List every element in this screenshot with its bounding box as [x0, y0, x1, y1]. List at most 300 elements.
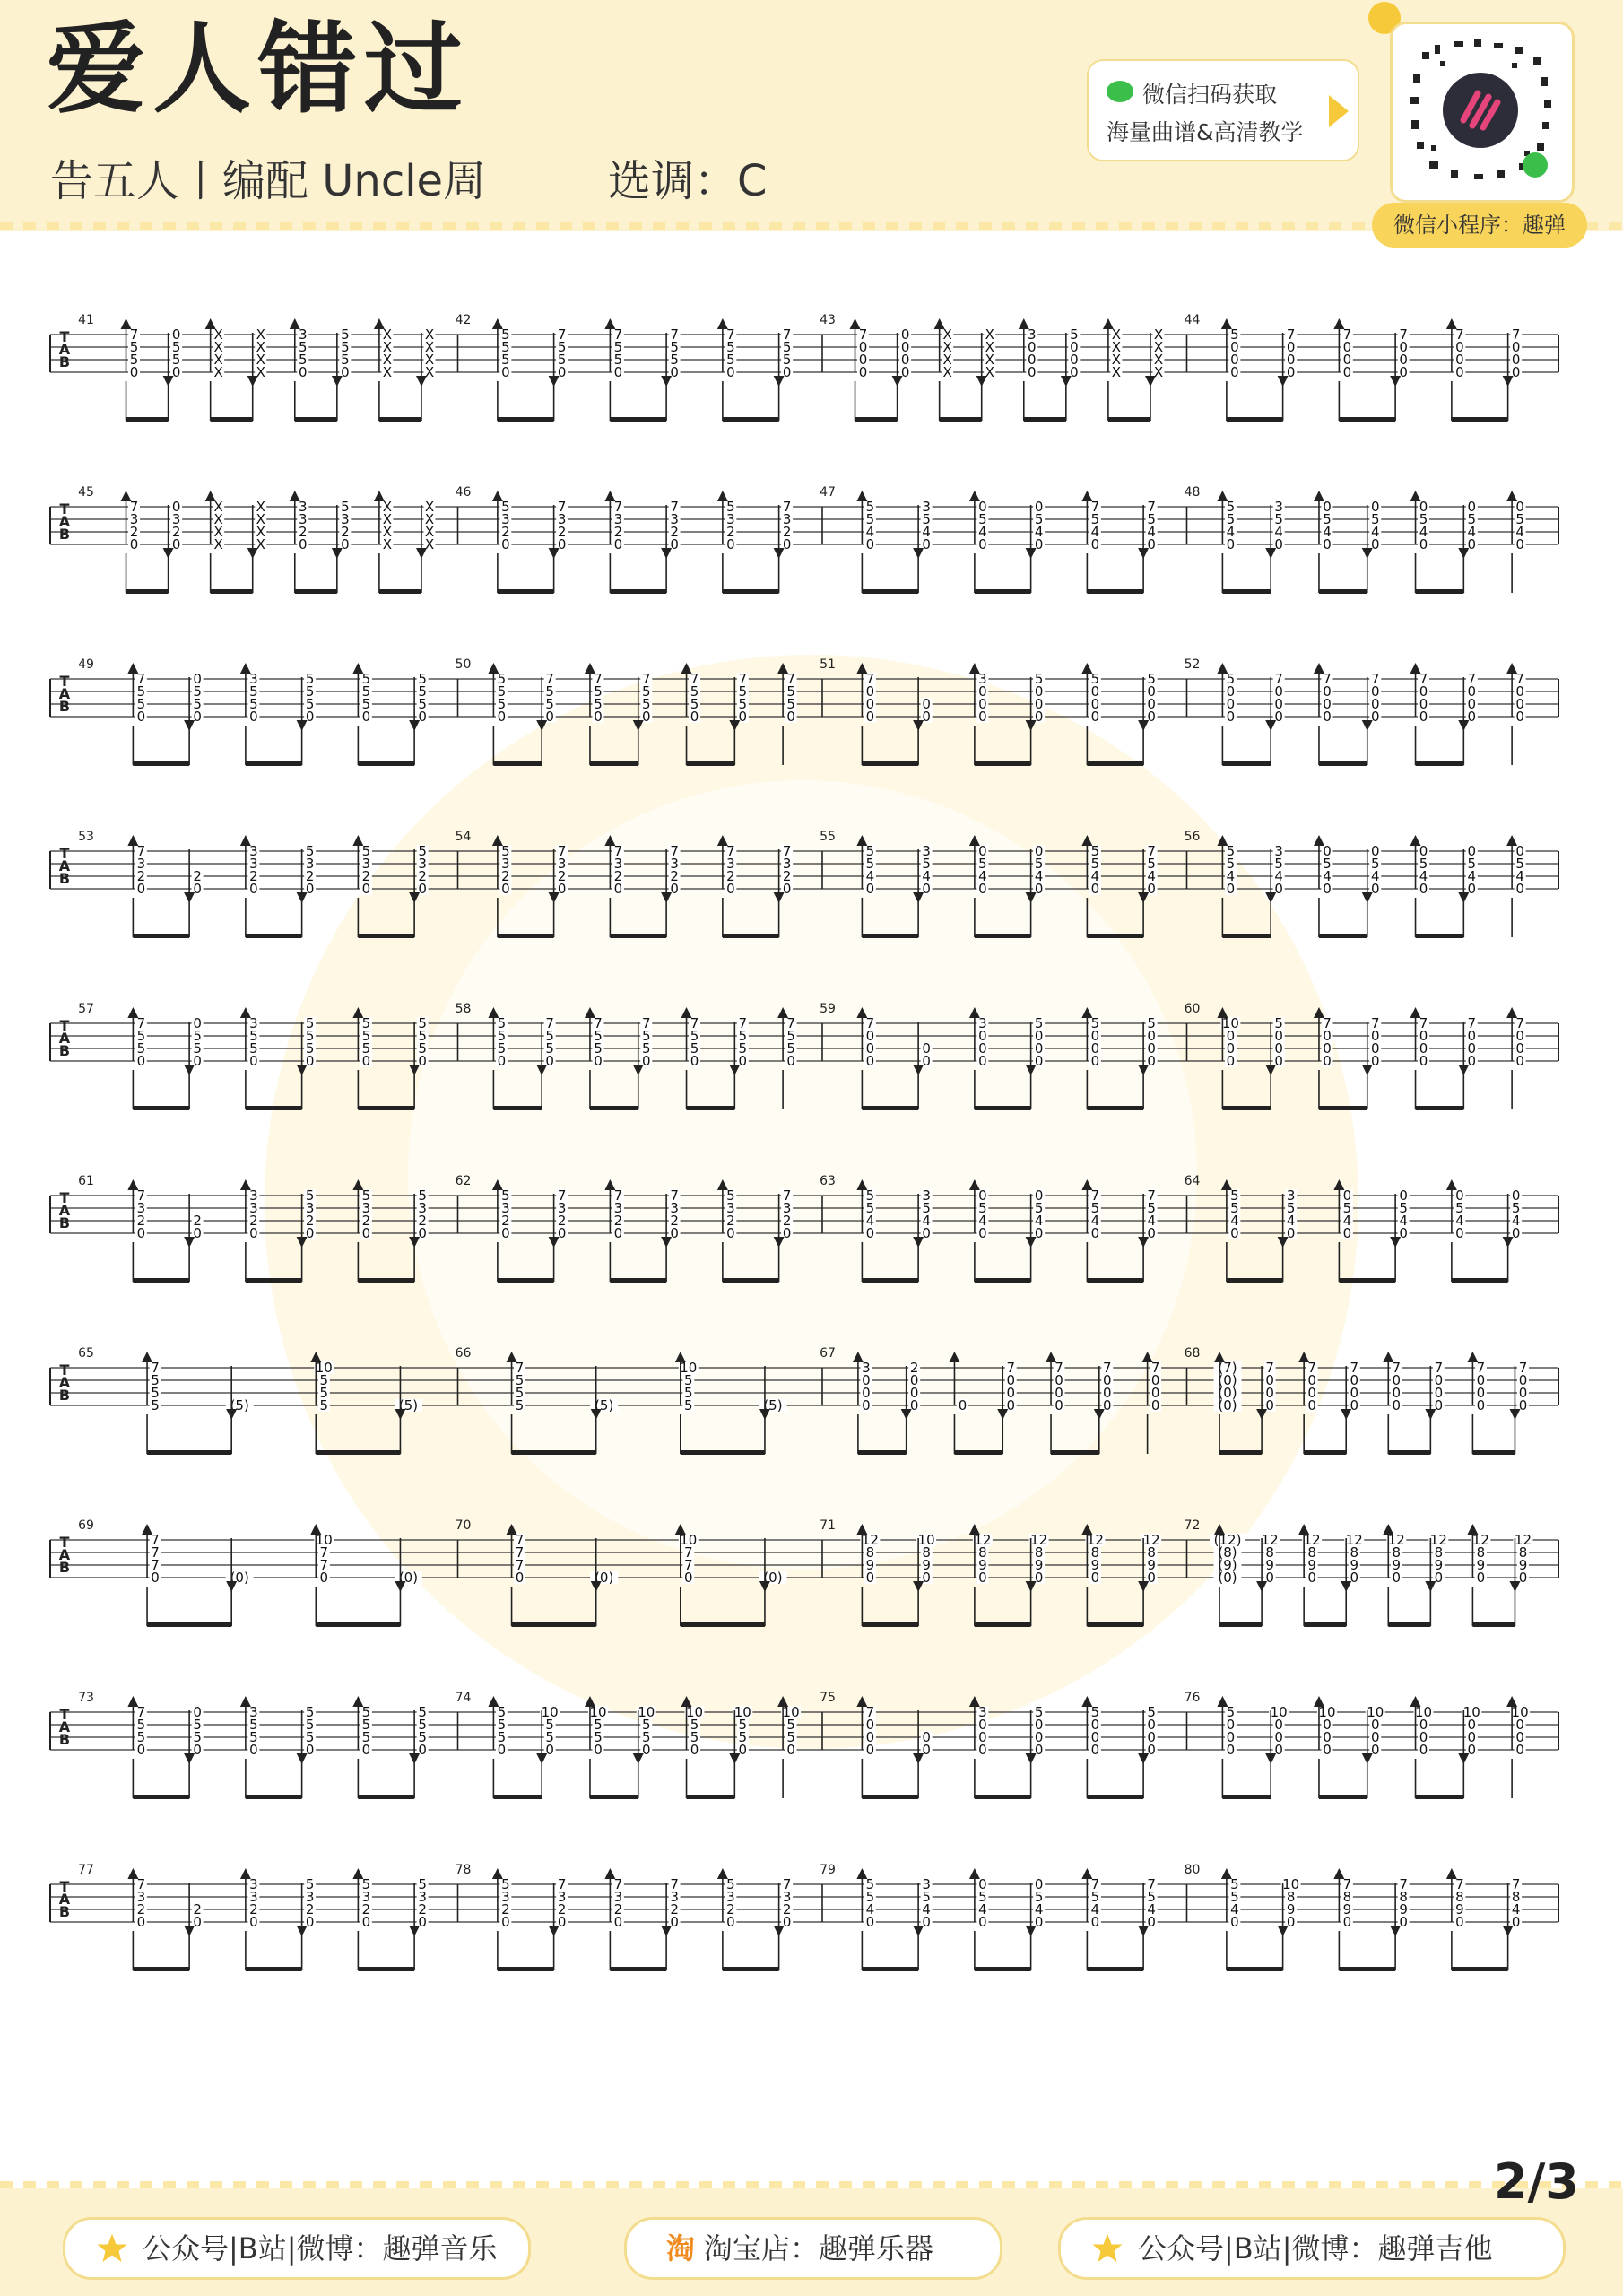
strum-arrow-icon [1217, 1007, 1228, 1018]
fret-number: 8 [1034, 1544, 1044, 1561]
fret-number: 2 [418, 1213, 427, 1229]
fret-number: X [424, 364, 435, 380]
beam [610, 1967, 666, 1971]
strum-arrow-icon [1467, 1524, 1478, 1535]
fret-number: 2 [670, 524, 679, 540]
fret-number: 0 [782, 1225, 792, 1241]
fret-number: 5 [670, 352, 679, 368]
fret-number: 10 [782, 1704, 800, 1720]
fret-number: 4 [978, 1901, 987, 1918]
strum-arrow-icon [1138, 1237, 1149, 1248]
fret-number: 5 [305, 843, 315, 859]
tab-chord [1506, 835, 1526, 937]
fret-number: 0 [978, 709, 987, 725]
tab-chord [1362, 671, 1382, 765]
tab-chord [969, 1868, 989, 1970]
fret-number: 0 [865, 696, 875, 712]
strum-arrow-icon [247, 548, 258, 559]
strum-arrow-icon [492, 491, 503, 501]
fret-number: 0 [1226, 881, 1236, 897]
fret-number: 2 [557, 524, 567, 540]
fret-number: 5 [418, 1015, 427, 1031]
tab-chord [661, 1187, 681, 1282]
fret-number: 12 [1030, 1532, 1048, 1548]
measure-number: 67 [820, 1346, 836, 1361]
fret-number: 5 [545, 1040, 554, 1057]
fret-number: 4 [1419, 868, 1428, 884]
measure-number: 69 [78, 1518, 94, 1533]
fret-number: 5 [193, 1040, 202, 1057]
fret-number: 5 [501, 843, 510, 859]
fret-number: 5 [684, 1385, 693, 1401]
fret-number: 0 [1511, 1914, 1521, 1930]
tab-chord [352, 1007, 372, 1109]
strum-arrow-icon [1138, 892, 1149, 903]
beam [1319, 1106, 1367, 1110]
fret-number: X [213, 536, 223, 552]
strum-arrow-icon [1094, 1409, 1105, 1420]
fret-number: 5 [545, 1717, 554, 1733]
fret-number: 5 [690, 1717, 699, 1733]
fret-number: 5 [786, 1028, 795, 1044]
fret-number: 0 [782, 1914, 792, 1930]
fret-number: 0 [1467, 881, 1477, 897]
fret-number: 5 [1274, 1015, 1283, 1031]
tab-chord [492, 1179, 512, 1282]
fret-number: 7 [1307, 1360, 1316, 1376]
fret-number: (0) [1218, 1570, 1237, 1586]
tab-chord [1081, 835, 1101, 937]
fret-number: 0 [361, 1225, 371, 1241]
strum-arrow-icon [856, 835, 867, 846]
fret-number: 0 [1323, 1729, 1332, 1745]
tab-chord [1138, 1876, 1158, 1970]
beam [975, 1106, 1031, 1110]
fret-number: 5 [497, 1040, 507, 1057]
fret-number: 0 [1034, 1040, 1044, 1057]
tab-chord [1383, 1352, 1402, 1454]
strum-arrow-icon [374, 491, 385, 501]
strum-arrow-icon [226, 1409, 237, 1420]
fret-number: (5) [230, 1397, 249, 1413]
fret-number: 3 [670, 511, 679, 527]
tab-chord [142, 1352, 161, 1454]
fret-number: 0 [1230, 1914, 1239, 1930]
tab-chord [856, 1524, 880, 1626]
strum-arrow-icon [856, 663, 867, 674]
strum-arrow-icon [1390, 1237, 1401, 1248]
fret-number: 2 [305, 1901, 315, 1918]
fret-number: 2 [361, 1901, 371, 1918]
strum-arrow-icon [1362, 720, 1373, 731]
fret-number: 4 [865, 868, 875, 884]
fret-number: 5 [684, 1372, 693, 1388]
fret-number: 0 [305, 709, 315, 725]
tab-chord [409, 1876, 429, 1970]
strum-arrow-icon [1138, 1581, 1149, 1592]
fret-number: 9 [1307, 1557, 1316, 1573]
fret-number: 2 [249, 1213, 258, 1229]
fret-number: 10 [1414, 1704, 1433, 1720]
fret-number: 2 [501, 868, 510, 884]
fret-number: 5 [136, 683, 146, 700]
fret-number: 5 [670, 339, 679, 355]
fret-number: 9 [978, 1557, 987, 1573]
tab-chord [1217, 835, 1237, 937]
fret-number: 5 [684, 1397, 693, 1413]
tab-chord [310, 1352, 334, 1454]
fret-number: 5 [1274, 511, 1283, 527]
fret-number: 3 [249, 1200, 258, 1216]
strum-arrow-icon [969, 1696, 980, 1707]
fret-number: 0 [978, 881, 987, 897]
fret-number: 3 [922, 1187, 931, 1204]
fret-number: X [213, 524, 223, 540]
fret-number: 0 [1006, 1372, 1016, 1388]
tab-chord [1509, 1532, 1532, 1626]
fret-number: 0 [1350, 1570, 1358, 1586]
strum-arrow-icon [969, 491, 980, 501]
strum-arrow-icon [205, 491, 216, 501]
tab-chord [1467, 1524, 1490, 1626]
fret-number: 0 [900, 339, 910, 355]
tab-chord [240, 1696, 260, 1798]
measure-number: 46 [455, 485, 472, 500]
measure-number: 53 [78, 830, 94, 844]
fret-number: 0 [418, 1053, 427, 1069]
fret-number: 2 [249, 1901, 258, 1918]
tab-chord [416, 499, 436, 593]
tab-chord [681, 1696, 705, 1798]
key-selection: 选调：C [608, 156, 768, 206]
strum-arrow-icon [850, 318, 861, 329]
promo-text-line2: 海量曲谱&高清教学 [1107, 119, 1304, 145]
fret-number: 10 [589, 1704, 607, 1720]
tab-chord [969, 663, 989, 765]
footer-link-music[interactable] [63, 2217, 531, 2280]
fret-number: 5 [1323, 856, 1332, 872]
fret-number: 0 [418, 881, 427, 897]
fret-number: X [942, 339, 952, 355]
fret-number: 7 [1518, 1360, 1528, 1376]
fret-number: 0 [1419, 881, 1428, 897]
fret-number: 3 [249, 1889, 258, 1905]
tab-chord [681, 1007, 701, 1109]
fret-number: 0 [1476, 1397, 1486, 1413]
fret-number: 7 [782, 326, 792, 343]
measure-number: 75 [820, 1691, 836, 1705]
fret-number: 0 [1370, 1742, 1380, 1758]
beam [1416, 1106, 1464, 1110]
fret-number: 5 [1034, 1889, 1044, 1905]
tab-chord [1256, 1360, 1276, 1454]
fret-number: 2 [782, 1901, 792, 1918]
strum-arrow-icon [536, 720, 547, 731]
fret-number: X [256, 364, 265, 380]
strum-arrow-icon [492, 318, 503, 329]
tab-chord [492, 491, 512, 593]
fret-number: 10 [1318, 1704, 1336, 1720]
fret-number: 7 [782, 499, 792, 515]
tab-chord [856, 491, 876, 593]
tab-chord [913, 1710, 933, 1798]
fret-number: 0 [1034, 1876, 1044, 1892]
fret-number: 0 [1350, 1397, 1358, 1413]
fret-number: 0 [1028, 364, 1037, 380]
strum-arrow-icon [507, 1352, 517, 1362]
beam [133, 1795, 189, 1799]
fret-number: 5 [418, 843, 427, 859]
fret-number: 4 [1515, 524, 1524, 540]
tab-system [50, 485, 1558, 594]
strum-arrow-icon [1458, 1065, 1469, 1075]
fret-number: 5 [1147, 856, 1156, 872]
tab-chord [1410, 835, 1430, 937]
tab-chord [1458, 843, 1478, 937]
fret-number: 7 [1370, 1015, 1380, 1031]
fret-number: 3 [726, 856, 735, 872]
measure-number: 72 [1184, 1518, 1201, 1533]
fret-number: 0 [501, 536, 510, 552]
fret-number: 5 [1147, 1015, 1156, 1031]
fret-number: 0 [1455, 352, 1464, 368]
fret-number: 0 [1467, 1742, 1477, 1758]
tab-chord [1506, 1007, 1526, 1109]
fret-number: 12 [1303, 1532, 1321, 1548]
strum-arrow-icon [1138, 720, 1149, 731]
tab-chord [1503, 1187, 1523, 1282]
fret-number: 9 [865, 1557, 875, 1573]
beam [133, 1278, 189, 1283]
strum-arrow-icon [1314, 1696, 1324, 1707]
strum-arrow-icon [729, 1065, 740, 1075]
fret-number: 5 [641, 1717, 651, 1733]
beam [1388, 1450, 1430, 1455]
beam [723, 1278, 779, 1283]
beam [358, 1106, 414, 1110]
fret-number: 5 [865, 1200, 875, 1216]
fret-number: 3 [1028, 326, 1037, 343]
fret-number: 0 [1226, 1053, 1236, 1069]
strum-arrow-icon [969, 1007, 980, 1018]
fret-number: 5 [738, 683, 748, 700]
fret-number: 7 [1150, 1360, 1160, 1376]
tab-chord [717, 1179, 737, 1282]
strum-arrow-icon [774, 376, 785, 387]
tab-chord [297, 1015, 317, 1109]
fret-number: 7 [1515, 1015, 1524, 1031]
beam [975, 1622, 1031, 1627]
tab-chord [332, 326, 352, 421]
fret-number: 5 [1515, 511, 1524, 527]
tab-chord [549, 1876, 568, 1970]
tab-chord [163, 326, 183, 421]
tab-system [50, 1863, 1558, 1971]
tab-clef-letter: T [59, 845, 70, 862]
fret-number: 0 [1090, 1729, 1100, 1745]
fret-number: (5) [763, 1397, 783, 1413]
tab-chord [1081, 1696, 1101, 1798]
strum-arrow-icon [1081, 1524, 1092, 1535]
fret-number: 0 [418, 709, 427, 725]
fret-number: 0 [1518, 1570, 1528, 1586]
fret-number: 0 [1350, 1385, 1358, 1401]
fret-number: 7 [1399, 326, 1408, 343]
fret-number: 0 [922, 1914, 931, 1930]
measure-number: 76 [1184, 1691, 1201, 1705]
fret-number: 7 [738, 1015, 748, 1031]
fret-number: 0 [1518, 1372, 1528, 1388]
fret-number: 3 [305, 856, 315, 872]
strum-arrow-icon [507, 1524, 517, 1535]
fret-number: X [424, 339, 435, 355]
beam [1416, 1795, 1464, 1799]
fret-number: 0 [865, 1040, 875, 1057]
fret-number: 0 [171, 364, 181, 380]
tab-chord [1390, 1187, 1410, 1282]
fret-number: 0 [193, 1704, 202, 1720]
fret-number: 0 [1419, 1717, 1428, 1733]
fret-number: X [424, 326, 435, 343]
fret-number: 5 [171, 339, 181, 355]
fret-number: 7 [782, 843, 792, 859]
fret-number: 0 [1399, 364, 1408, 380]
fret-number: 5 [305, 1040, 315, 1057]
fret-number: 4 [1419, 524, 1428, 540]
beam [1339, 1967, 1395, 1971]
tab-chord [549, 499, 568, 593]
fret-number: 0 [865, 1053, 875, 1069]
fret-number: 5 [978, 1200, 987, 1216]
fret-number: 0 [978, 1717, 987, 1733]
strum-arrow-icon [290, 318, 300, 329]
strum-arrow-icon [1362, 548, 1373, 559]
strum-arrow-icon [1081, 1868, 1092, 1879]
footer-link-guitar[interactable] [1058, 2217, 1566, 2280]
fret-number: 2 [136, 1901, 146, 1918]
strum-arrow-icon [1390, 1926, 1401, 1936]
fret-number: 3 [557, 856, 567, 872]
tab-clef-letter: B [58, 1387, 71, 1404]
tab-clef-letter: T [59, 1361, 70, 1378]
fret-number: 7 [782, 1187, 792, 1204]
fret-number: 7 [1055, 1360, 1063, 1376]
fret-number: 5 [319, 1397, 329, 1413]
fret-number: 5 [922, 856, 931, 872]
fret-number: 4 [1226, 868, 1236, 884]
fret-number: 2 [418, 868, 427, 884]
fret-number: 4 [1342, 1213, 1352, 1229]
fret-number: X [256, 339, 265, 355]
tab-chord [1458, 499, 1478, 593]
fret-number: 0 [1515, 1729, 1524, 1745]
strum-arrow-icon [1333, 1868, 1344, 1879]
fret-number: 5 [1399, 1200, 1408, 1216]
fret-number: X [382, 524, 393, 540]
tab-chord [1026, 1015, 1046, 1109]
mini-program-caption: 微信小程序：趣弹 [1372, 203, 1587, 248]
strum-arrow-icon [1026, 720, 1037, 731]
fret-number: 5 [978, 511, 987, 527]
fret-number: X [942, 326, 952, 343]
fret-number: 5 [641, 1040, 651, 1057]
fret-number: 0 [1034, 536, 1044, 552]
fret-number: 0 [1090, 881, 1100, 897]
fret-number: X [213, 499, 223, 515]
fret-number: 0 [1090, 1053, 1100, 1069]
fret-number: 5 [594, 1028, 603, 1044]
measure-number: 62 [455, 1174, 472, 1188]
tab-chord [949, 1352, 968, 1454]
fret-number: 0 [690, 1053, 699, 1069]
beam [493, 1106, 542, 1110]
strum-arrow-icon [585, 1007, 595, 1018]
tab-chord [1081, 1868, 1101, 1970]
fret-number: 5 [193, 683, 202, 700]
fret-number: (0) [230, 1570, 249, 1586]
fret-number: 0 [299, 536, 308, 552]
fret-number: 5 [726, 339, 735, 355]
tab-chord [585, 1007, 604, 1109]
tab-chord [1210, 1524, 1245, 1626]
strum-arrow-icon [585, 663, 595, 674]
fret-number: 12 [1429, 1532, 1447, 1548]
fret-number: 9 [1342, 1901, 1352, 1918]
beam [126, 417, 169, 422]
tab-chord [969, 1524, 993, 1626]
fret-number: 0 [1419, 843, 1428, 859]
strum-arrow-icon [856, 1179, 867, 1190]
strum-arrow-icon [913, 1065, 924, 1075]
fret-number: 4 [1370, 868, 1380, 884]
strum-arrow-icon [1314, 663, 1324, 674]
fret-number: X [985, 339, 994, 355]
tab-clef-letter: B [58, 1731, 71, 1748]
strum-arrow-icon [1362, 1065, 1373, 1075]
measure-number: 58 [455, 1002, 472, 1016]
fret-number: 7 [557, 499, 567, 515]
fret-number: 7 [515, 1544, 525, 1561]
fret-number: 5 [1147, 1704, 1156, 1720]
fret-number: (0) [595, 1570, 614, 1586]
tab-chord [549, 843, 568, 937]
fret-number: 0 [361, 709, 371, 725]
fret-number: 0 [900, 364, 910, 380]
measure-number: 73 [78, 1691, 94, 1705]
fret-number: 8 [1434, 1544, 1444, 1561]
fret-number: 0 [1230, 364, 1239, 380]
fret-number: 0 [361, 1053, 371, 1069]
fret-number: 7 [641, 1015, 651, 1031]
tab-chord [913, 843, 933, 937]
fret-number: 5 [193, 1729, 202, 1745]
fret-number: 5 [305, 671, 315, 687]
tab-chord [856, 1179, 876, 1282]
footer-link-taobao[interactable] [624, 2217, 1002, 2280]
fret-number: 0 [858, 352, 868, 368]
fret-number: 10 [1462, 1704, 1480, 1720]
fret-number: 2 [171, 524, 181, 540]
tab-chord [661, 326, 681, 421]
tab-chord [127, 1007, 147, 1109]
fret-number: 0 [865, 1028, 875, 1044]
beam [358, 1967, 414, 1971]
tab-chord [205, 318, 225, 421]
fret-number: 7 [1090, 1876, 1100, 1892]
tab-chord [205, 491, 225, 593]
fret-number: 0 [497, 709, 507, 725]
tab-clef-letter: B [58, 1042, 71, 1059]
